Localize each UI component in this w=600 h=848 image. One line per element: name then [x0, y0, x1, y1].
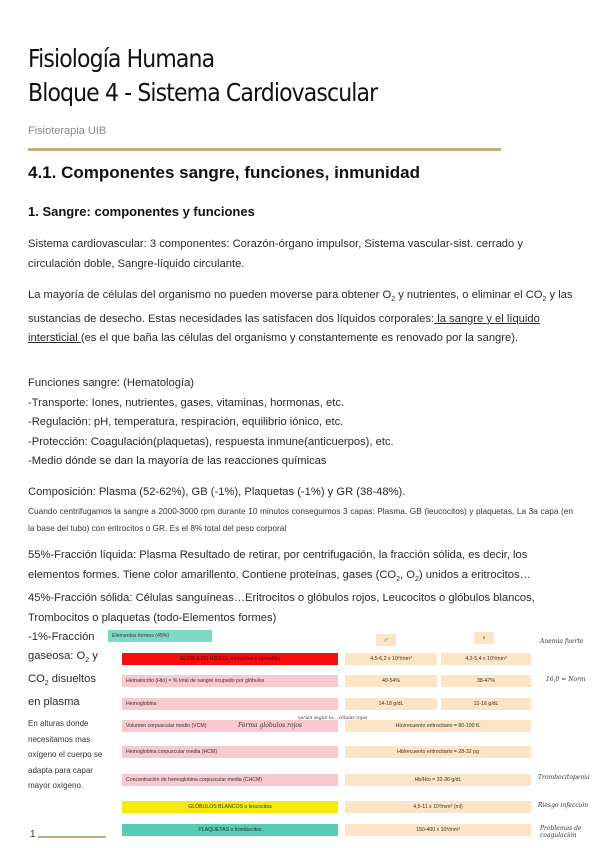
title-line-1: Fisiología Humana — [28, 44, 215, 73]
text-fragment: disueltos en plasma — [28, 673, 96, 709]
handwritten-note: Forma glóbulos rojos — [238, 722, 303, 729]
row-label-hcm: Hemoglobina corpuscular media (HCM) — [122, 746, 338, 758]
section-title: 4.1. Componentes sangre, funciones, inmunidad — [28, 163, 421, 182]
row-value-female: 4,2-5,4 x 10⁶/mm³ — [441, 653, 531, 665]
row-label-vcm: Volumen corpuscular medio (VCM) — [122, 720, 338, 732]
functions-line: -Medio dónde se dan la mayoría de las reacciones químicas — [28, 455, 327, 467]
row-value-combined: Hb/recuento eritrocitario = 28-32 pg — [345, 746, 531, 758]
header-divider — [28, 148, 501, 151]
text-fragment: ) unidos a eritrocitos… — [418, 568, 531, 581]
row-value-female: 12-16 g/dL — [441, 698, 531, 710]
fractions-paragraph — [28, 546, 573, 628]
row-label-red-cells: GLÓBULOS ROJOS, eritrocitos o hematíes — [122, 653, 338, 665]
document-subtitle: Fisioterapia UIB — [28, 125, 107, 137]
title-line-2: Bloque 4 - Sistema Cardiovascular — [28, 78, 378, 107]
row-value-male: 40-54% — [345, 675, 437, 687]
table-header-label: Elementos formes (45%) — [108, 630, 212, 642]
row-label-hemoglobin: Hemoglobina — [122, 698, 338, 710]
text-fragment: y CO — [28, 650, 98, 686]
subsection-title: 1. Sangre: componentes y funciones — [28, 204, 255, 219]
fraction-liquid — [28, 546, 573, 589]
fraction-solid: 45%-Fracción sólida: Células sanguíneas…Eritrocitos o glóbulos rojos, Leucocitos o glóbulos blancos, Trombocitos o plaquetas (todo-Elementos formes) — [28, 592, 535, 624]
text-fragment: (es el que baña las células del organismo y constantemente es renovado por la sangre). — [80, 332, 519, 345]
text-fragment: y nutrientes, o eliminar el CO — [395, 289, 543, 301]
functions-line: -Protección: Coagulación(plaquetas), respuesta inmune(anticuerpos), etc. — [28, 435, 394, 448]
functions-line: Funciones sangre: (Hematología) — [28, 377, 195, 389]
fraction-gas — [28, 628, 108, 712]
text-fragment: -1%-Fracción gaseosa: O — [28, 631, 95, 662]
paragraph-needs — [28, 286, 573, 349]
handwritten-note: Trombocitopenia — [538, 774, 590, 781]
handwritten-note: Riesgo infección — [538, 802, 589, 809]
row-value-combined: 150-400 x 10³/mm³ — [345, 824, 531, 836]
text-fragment: 55%-Fracción líquida: Plasma Resultado de retirar, por centrifugación, la fracción sólida, es decir, los elementos formes. Tiene color amarillento. Contiene proteínas, gases (CO — [28, 549, 528, 581]
document-title — [28, 42, 377, 110]
blood-values-table — [108, 626, 598, 846]
composition-note: Cuando centrifugamos la sangre a 2000-3000 rpm durante 10 minutos conseguimos 3 capas: Plasma, GB (leucocitos) y plaquetas, La 3a capa (en la base del tubo) con eritrocitos o GR. Es el 8% total del peso corporal — [28, 506, 573, 533]
text-fragment: y las sustancias de desecho. Estas necesidades las satisfacen dos líquidos corporales: — [28, 289, 573, 325]
handwritten-note: Problemas de coagulación — [540, 825, 582, 839]
underlined-text: la sangre y el líquido intersticial — [28, 312, 540, 345]
functions-line: -Transporte: Iones, nutrientes, gases, vitaminas, hormonas, etc. — [28, 396, 345, 409]
row-value-combined: Hb/Hto = 32-36 g/dL — [345, 774, 531, 786]
subscript: 2 — [44, 680, 49, 688]
female-icon: ♀ — [474, 632, 494, 644]
row-value-combined: Hto/recuento eritrocitario = 80-100 fL — [345, 720, 531, 732]
row-label-hematocrit: Hematocrito (Hto) = % total de sangre ocupado por glóbulos — [122, 675, 338, 687]
paragraph-components: Sistema cardiovascular: 3 componentes: Corazón-órgano impulsor, Sistema vascular-sist. cerrado y circulación doble, Sangre-líquido circulante. — [28, 238, 523, 270]
row-value-male: 4,5-6,2 x 10⁶/mm³ — [345, 653, 437, 665]
subscript: 2 — [391, 296, 396, 304]
subscript: 2 — [414, 575, 419, 583]
handwritten-note-small: varían según la... células rojas — [298, 716, 368, 721]
handwritten-note: Anemia fuerte — [540, 638, 584, 645]
page-number: 1 — [30, 829, 36, 840]
row-value-female: 38-47% — [441, 675, 531, 687]
altitude-note: En alturas donde necesitamos mas oxígeno el cuerpo se adapta para capar mayor oxígeno. — [28, 719, 103, 790]
male-icon: ♂ — [376, 634, 396, 646]
functions-line: -Regulación: pH, temperatura, respiración, equilibrio iónico, etc. — [28, 416, 344, 428]
subscript: 2 — [85, 657, 90, 665]
text-fragment: , O — [400, 568, 415, 581]
text-fragment: La mayoría de células del organismo no pueden moverse para obtener O — [28, 289, 392, 301]
row-label-white-cells: GLÓBULOS BLANCOS o leucocitos — [122, 801, 338, 813]
row-value-male: 14-18 g/dL — [345, 698, 437, 710]
subscript: 2 — [396, 575, 401, 583]
functions-list — [28, 374, 573, 472]
subscript: 2 — [542, 296, 547, 304]
composition-text: Composición: Plasma (52-62%), GB (-1%), Plaquetas (-1%) y GR (38-48%). — [28, 486, 406, 498]
handwritten-note: 16,0 = Norm — [546, 676, 586, 683]
row-label-platelets: PLAQUETAS o trombocitos — [122, 824, 338, 836]
footer-divider — [38, 836, 106, 838]
row-label-chcm: Concentración de hemoglobina corpuscular media (CHCM) — [122, 774, 338, 786]
row-value-combined: 4,5-11 x 10³/mm³ (ml) — [345, 801, 531, 813]
